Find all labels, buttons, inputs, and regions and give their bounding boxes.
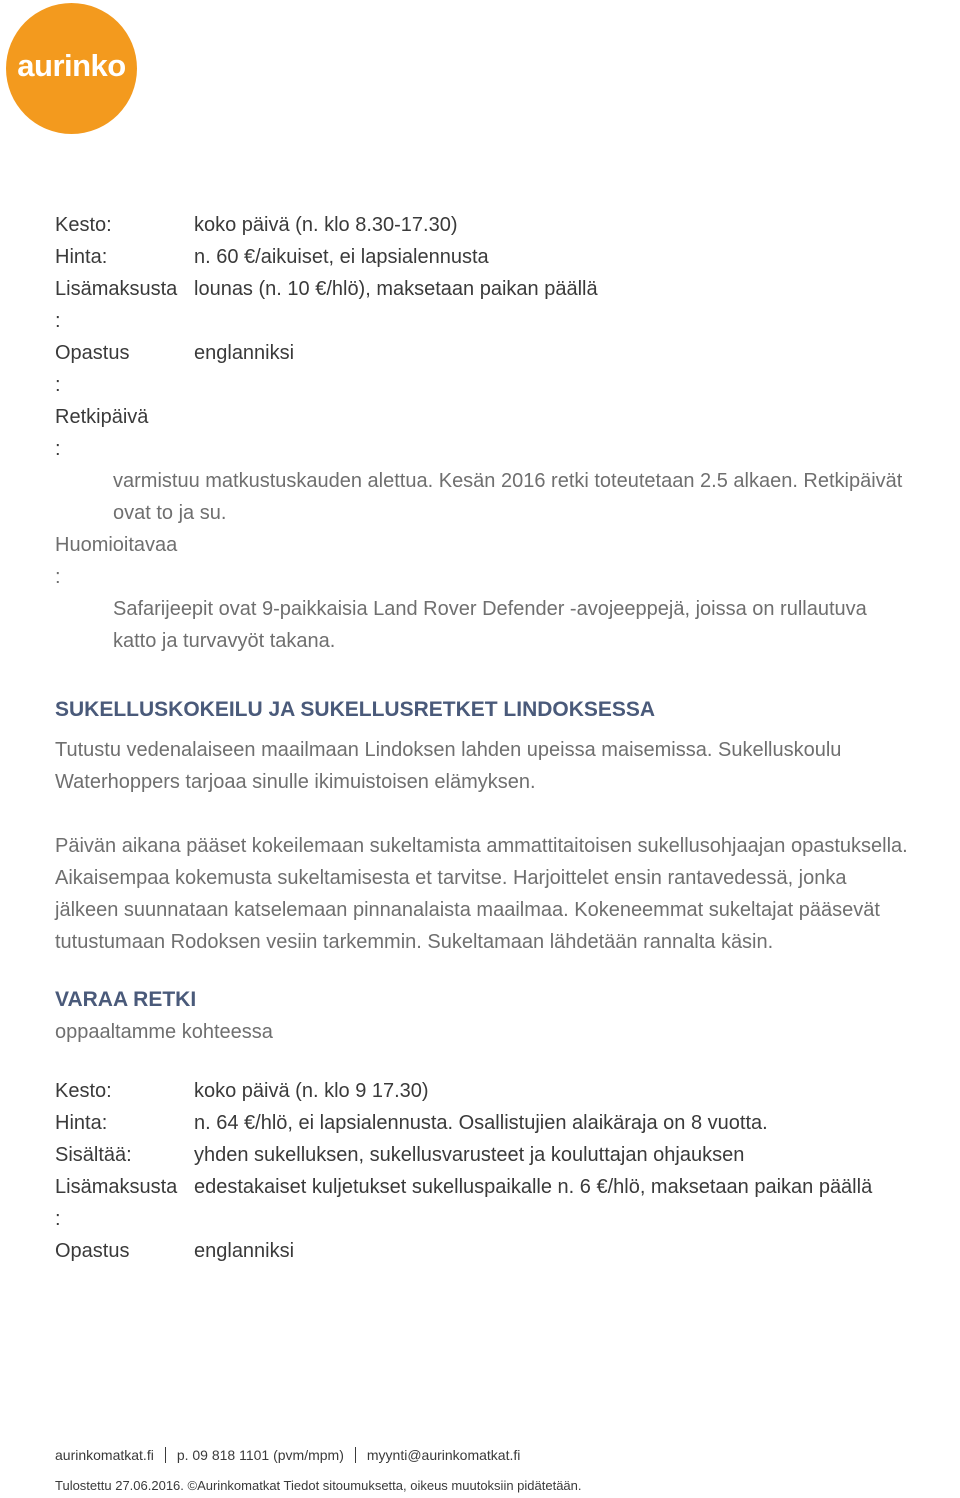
section-paragraph: jälkeen suunnataan katselemaan pinnanalaista maailmaa. Kokeneemmat sukeltajat pääsevät xyxy=(55,899,880,921)
value-lisamaksusta: edestakaiset kuljetukset sukelluspaikalle n. 6 €/hlö, maksetaan paikan päällä xyxy=(194,1176,873,1198)
label-hinta: Hinta: xyxy=(55,1112,108,1134)
value-hinta: n. 60 €/aikuiset, ei lapsialennusta xyxy=(194,246,489,268)
label-retkipaiva: Retkipäivä xyxy=(55,406,149,428)
retkipaiva-text: varmistuu matkustuskauden alettua. Kesän 2016 retki toteutetaan 2.5 alkaen. Retkipäivät xyxy=(113,470,903,492)
label-opastus: Opastus xyxy=(55,342,130,364)
label-colon: : xyxy=(55,438,61,460)
value-hinta: n. 64 €/hlö, ei lapsialennusta. Osallistujien alaikäraja on 8 vuotta. xyxy=(194,1112,768,1134)
section-paragraph: Aikaisempaa kokemusta sukeltamisesta et tarvitse. Harjoittelet ensin rantavedessä, jonka xyxy=(55,867,847,889)
logo-text: aurinko xyxy=(17,47,126,83)
section-paragraph: Tutustu vedenalaiseen maailmaan Lindoksen lahden upeissa maisemissa. Sukelluskoulu xyxy=(55,739,842,761)
retkipaiva-text: ovat to ja su. xyxy=(113,502,227,524)
section-heading: SUKELLUSKOKEILU JA SUKELLUSRETKET LINDOKSESSA xyxy=(55,698,656,721)
label-lisamaksusta: Lisämaksusta xyxy=(55,278,178,300)
section-paragraph: Waterhoppers tarjoaa sinulle ikimuistoisen elämyksen. xyxy=(55,771,536,793)
label-opastus: Opastus xyxy=(55,1240,130,1262)
booking-subtext: oppaaltamme kohteessa xyxy=(55,1021,273,1043)
booking-heading[interactable]: VARAA RETKI xyxy=(55,988,197,1011)
footer-website-link[interactable]: aurinkomatkat.fi xyxy=(55,1447,154,1463)
label-colon: : xyxy=(55,374,61,396)
section-paragraph: tutustumaan Rodoksen vesiin tarkemmin. Sukeltamaan lähdetään rannalta käsin. xyxy=(55,931,774,953)
value-opastus: englanniksi xyxy=(194,342,295,364)
footer-divider xyxy=(165,1447,166,1463)
huomioitavaa-text: katto ja turvavyöt takana. xyxy=(113,630,336,652)
label-lisamaksusta: Lisämaksusta xyxy=(55,1176,178,1198)
huomioitavaa-text: Safarijeepit ovat 9-paikkaisia Land Rover Defender -avojeeppejä, joissa on rullautuva xyxy=(113,598,867,620)
footer-email-link[interactable]: myynti@aurinkomatkat.fi xyxy=(366,1447,521,1463)
label-huomioitavaa: Huomioitavaa xyxy=(55,534,178,556)
label-hinta: Hinta: xyxy=(55,246,108,268)
value-opastus: englanniksi xyxy=(194,1240,295,1262)
label-kesto: Kesto: xyxy=(55,214,112,236)
label-colon: : xyxy=(55,310,61,332)
label-colon: : xyxy=(55,1208,61,1230)
value-lisamaksusta: lounas (n. 10 €/hlö), maksetaan paikan päällä xyxy=(194,278,598,300)
label-kesto: Kesto: xyxy=(55,1080,112,1102)
section-paragraph: Päivän aikana pääset kokeilemaan sukeltamista ammattitaitoisen sukellusohjaajan opastuksella. xyxy=(55,835,908,857)
footer-contact xyxy=(55,1447,520,1463)
label-sisaltaa: Sisältää: xyxy=(55,1144,132,1166)
footer-divider xyxy=(355,1447,356,1463)
value-kesto: koko päivä (n. klo 9 17.30) xyxy=(194,1080,429,1102)
aurinko-logo[interactable] xyxy=(6,3,137,134)
footer-phone: p. 09 818 1101 (pvm/mpm) xyxy=(176,1447,344,1463)
footer-printed-note: Tulostettu 27.06.2016. ©Aurinkomatkat Tiedot sitoumuksetta, oikeus muutoksiin pidätetään. xyxy=(55,1478,582,1493)
value-kesto: koko päivä (n. klo 8.30-17.30) xyxy=(194,214,458,236)
label-colon: : xyxy=(55,566,61,588)
value-sisaltaa: yhden sukelluksen, sukellusvarusteet ja kouluttajan ohjauksen xyxy=(194,1144,745,1166)
